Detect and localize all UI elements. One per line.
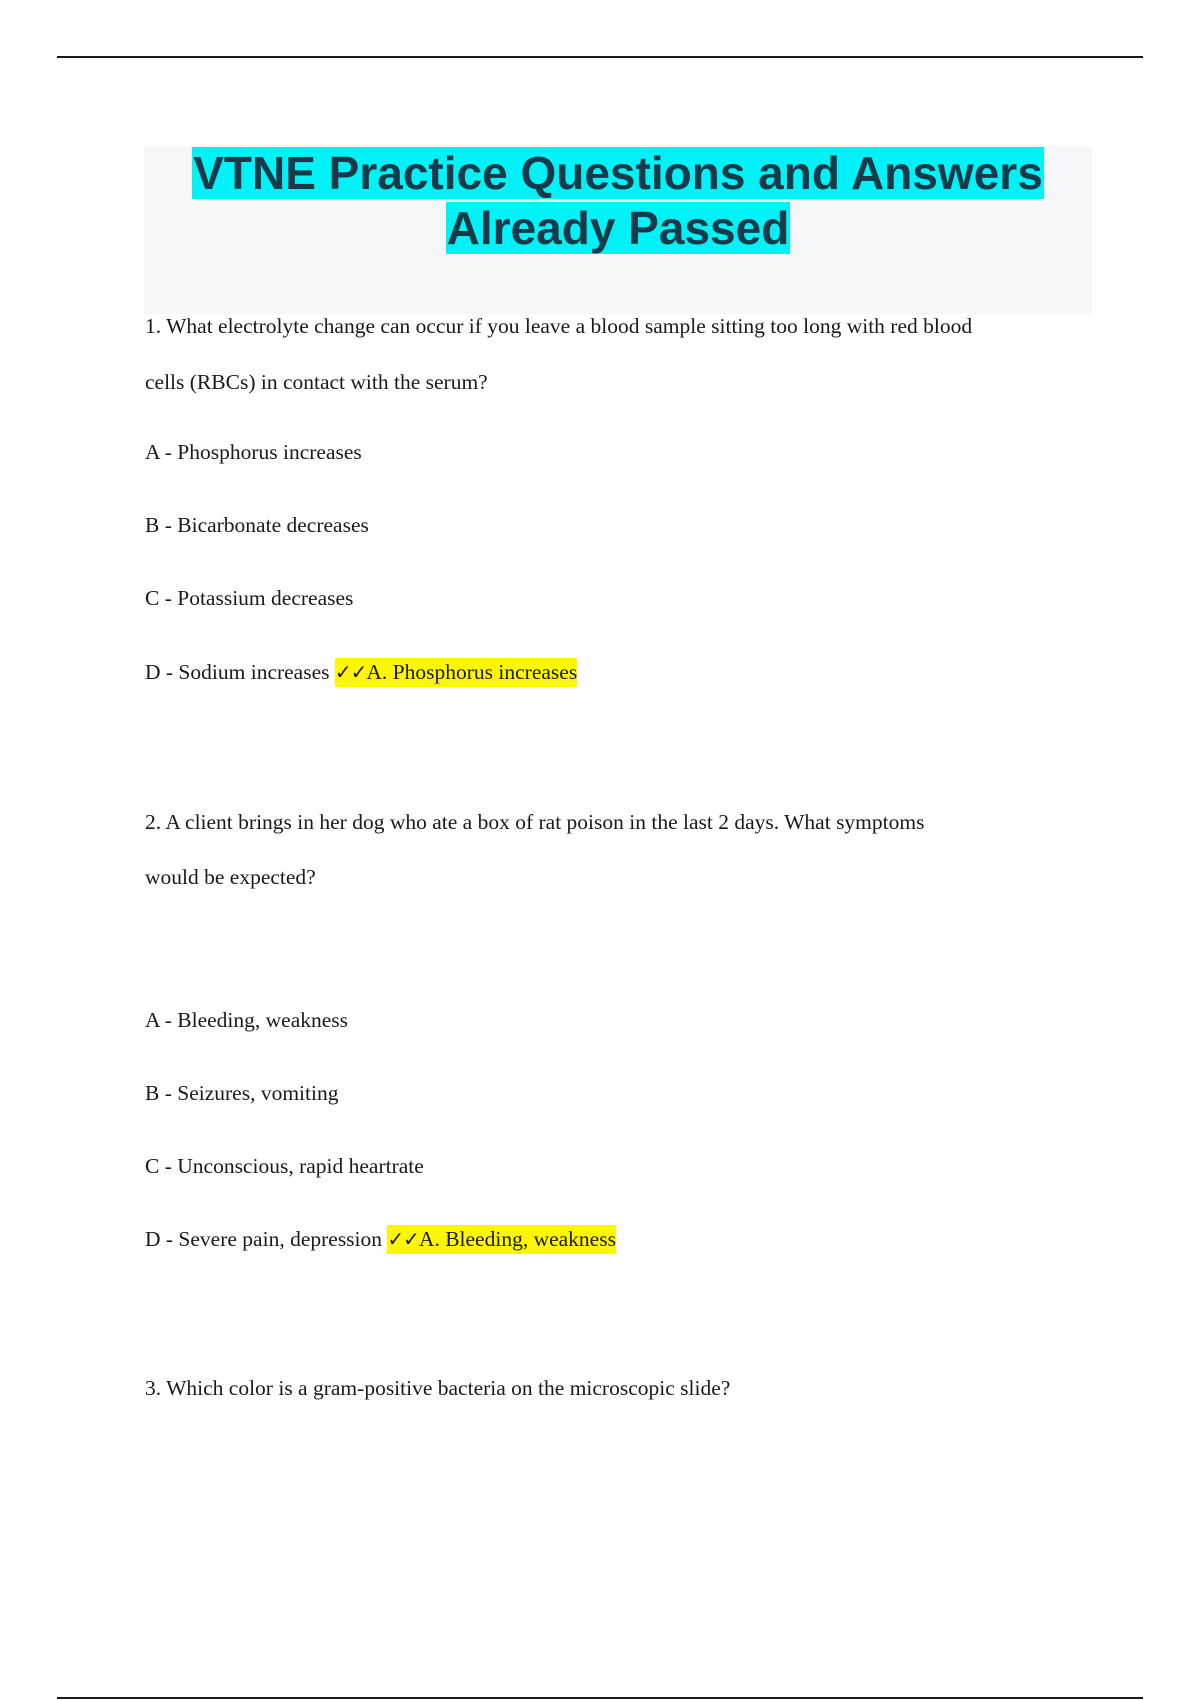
question-1-option-a: A - Phosphorus increases	[145, 440, 362, 464]
question-2-option-d-row	[145, 1224, 616, 1254]
question-1-option-d-row	[145, 657, 577, 687]
top-rule	[57, 56, 1143, 58]
bottom-rule	[57, 1697, 1143, 1699]
question-1-text-line-1: 1. What electrolyte change can occur if you leave a blood sample sitting too long with red blood	[145, 314, 973, 338]
question-1-option-b: B - Bicarbonate decreases	[145, 513, 369, 537]
question-1-answer-text: A. Phosphorus increases	[366, 660, 578, 684]
question-2-option-b: B - Seizures, vomiting	[145, 1081, 339, 1105]
question-1-option-d: D - Sodium increases	[145, 660, 330, 684]
question-1-text-line-2: cells (RBCs) in contact with the serum?	[145, 370, 488, 394]
question-3-text-line-1: 3. Which color is a gram-positive bacteria on the microscopic slide?	[145, 1376, 731, 1400]
question-2-answer-text: A. Bleeding, weakness	[418, 1227, 616, 1251]
document-title	[144, 146, 1092, 256]
question-2-answer	[387, 1225, 616, 1254]
question-2-text-line-2: would be expected?	[145, 865, 316, 889]
question-1-answer	[335, 658, 577, 687]
question-2-option-c: C - Unconscious, rapid heartrate	[145, 1154, 424, 1178]
question-2-option-d: D - Severe pain, depression	[145, 1227, 383, 1251]
question-1-option-c: C - Potassium decreases	[145, 586, 354, 610]
question-2-option-a: A - Bleeding, weakness	[145, 1008, 349, 1032]
title-line-2: Already Passed	[446, 202, 790, 254]
check-mark-icon: ✓✓	[387, 1227, 419, 1251]
check-mark-icon: ✓✓	[334, 660, 367, 684]
title-line-1: VTNE Practice Questions and Answers	[193, 147, 1043, 199]
question-2-text-line-1: 2. A client brings in her dog who ate a box of rat poison in the last 2 days. What symptoms	[145, 810, 925, 834]
